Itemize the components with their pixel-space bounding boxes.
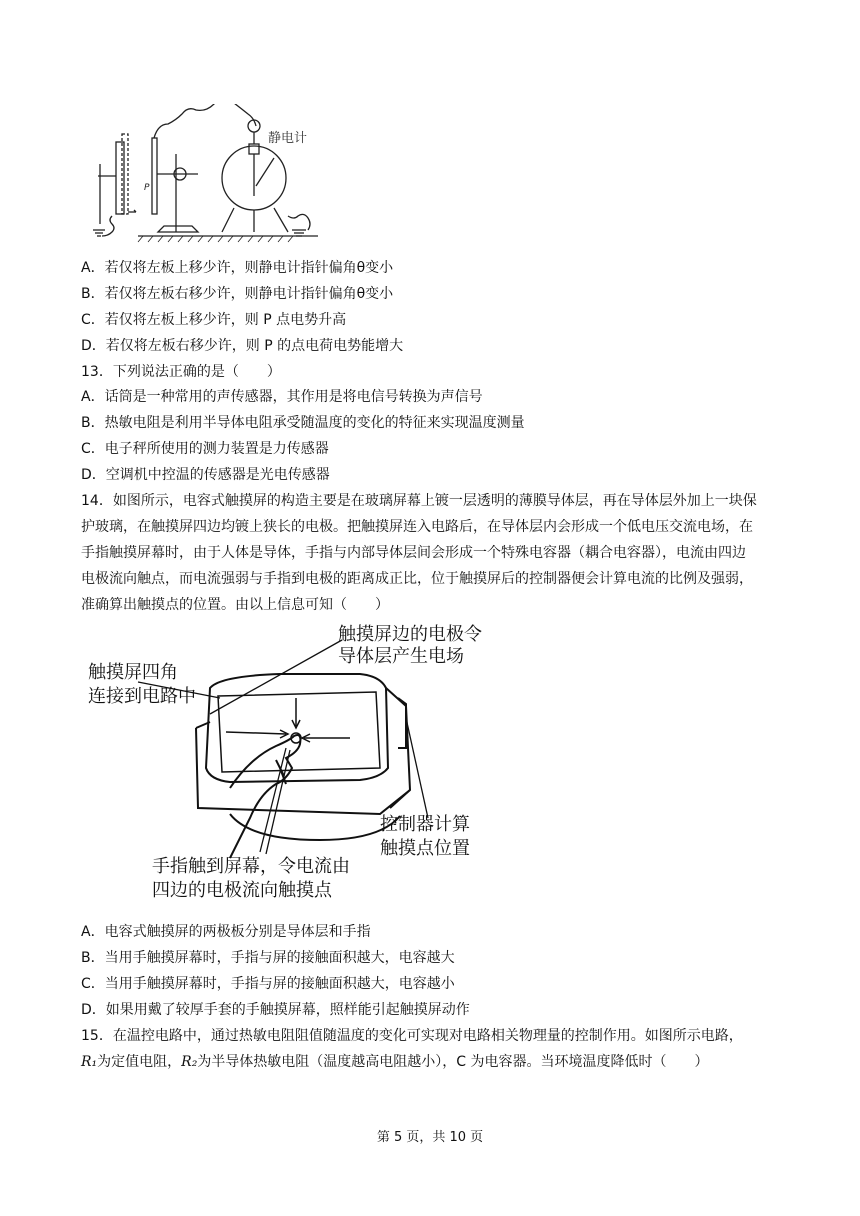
page-footer: 第 5 页，共 10 页 (376, 1130, 484, 1145)
q14-option-d: D．如果用戴了较厚手套的手触摸屏幕，照样能引起触摸屏动作 (81, 1002, 470, 1018)
q15-line-2 (81, 1052, 709, 1072)
q14-option-a: A．电容式触摸屏的两极板分别是导体层和手指 (81, 924, 371, 940)
label-top-2: 导体层产生电场 (338, 646, 464, 667)
q13-stem: 13．下列说法正确的是（ ） (81, 364, 281, 380)
q15-line-1: 15．在温控电路中，通过热敏电阻阻值随温度的变化可实现对电路相关物理量的控制作用。如图所示电路， (81, 1028, 743, 1044)
label-right-1: 控制器计算 (380, 814, 470, 835)
p-point-label: P (144, 183, 150, 193)
q14-stem-line: 护玻璃，在触摸屏四边均镀上狭长的电极。把触摸屏连入电路后，在导体层内会形成一个低电压交流电场，在 (81, 519, 753, 535)
q13-option-c: C．电子秤所使用的测力装置是力传感器 (81, 441, 329, 457)
q14-stem-line: 准确算出触摸点的位置。由以上信息可知（ ） (81, 597, 389, 613)
q13-option-d: D．空调机中控温的传感器是光电传感器 (81, 467, 330, 483)
label-bottom-1: 手指触到屏幕，令电流由 (152, 856, 350, 877)
label-right-2: 触摸点位置 (380, 838, 470, 859)
label-left-1: 触摸屏四角 (88, 662, 178, 683)
q12-option-d: D．若仅将左板右移少许，则 P 的点电荷电势能增大 (81, 338, 404, 354)
q14-stem (81, 488, 807, 618)
q12-option-c: C．若仅将左板上移少许，则 P 点电势升高 (81, 312, 347, 328)
r2-symbol: R₂ (181, 1054, 198, 1070)
q14-option-c: C．当用手触摸屏幕时，手指与屏的接触面积越大，电容越小 (81, 976, 455, 992)
label-left-2: 连接到电路中 (88, 686, 196, 707)
r1-text: 为定值电阻， (97, 1054, 182, 1070)
q14-stem-line: 14．如图所示，电容式触摸屏的构造主要是在玻璃屏幕上镀一层透明的薄膜导体层，再在导体层外加上一块保 (81, 493, 757, 509)
q14-stem-line: 电极流向触点，而电流强弱与手指到电极的距离成正比，位于触摸屏后的控制器便会计算电流的比例及强弱， (81, 571, 753, 587)
q13-option-b: B．热敏电阻是利用半导体电阻承受随温度的变化的特征来实现温度测量 (81, 415, 525, 431)
q12-option-b: B．若仅将左板右移少许，则静电计指针偏角θ变小 (81, 286, 394, 302)
q12-option-a: A．若仅将左板上移少许，则静电计指针偏角θ变小 (81, 260, 394, 276)
label-bottom-2: 四边的电极流向触摸点 (152, 880, 332, 901)
touchscreen-figure (80, 618, 540, 910)
q13-option-a: A．话筒是一种常用的声传感器，其作用是将电信号转换为声信号 (81, 389, 483, 405)
r2-text: 为半导体热敏电阻（温度越高电阻越小），C 为电容器。当环境温度降低时（ ） (197, 1054, 709, 1070)
r1-symbol: R₁ (81, 1054, 98, 1070)
electroscope-label: 静电计 (268, 131, 308, 146)
label-top-1: 触摸屏边的电极令 (338, 624, 482, 645)
electroscope-figure (88, 104, 328, 249)
q14-option-b: B．当用手触摸屏幕时，手指与屏的接触面积越大，电容越大 (81, 950, 455, 966)
q14-stem-line: 手指触摸屏幕时，由于人体是导体，手指与内部导体层间会形成一个特殊电容器（耦合电容器），电流由四边 (81, 545, 746, 561)
